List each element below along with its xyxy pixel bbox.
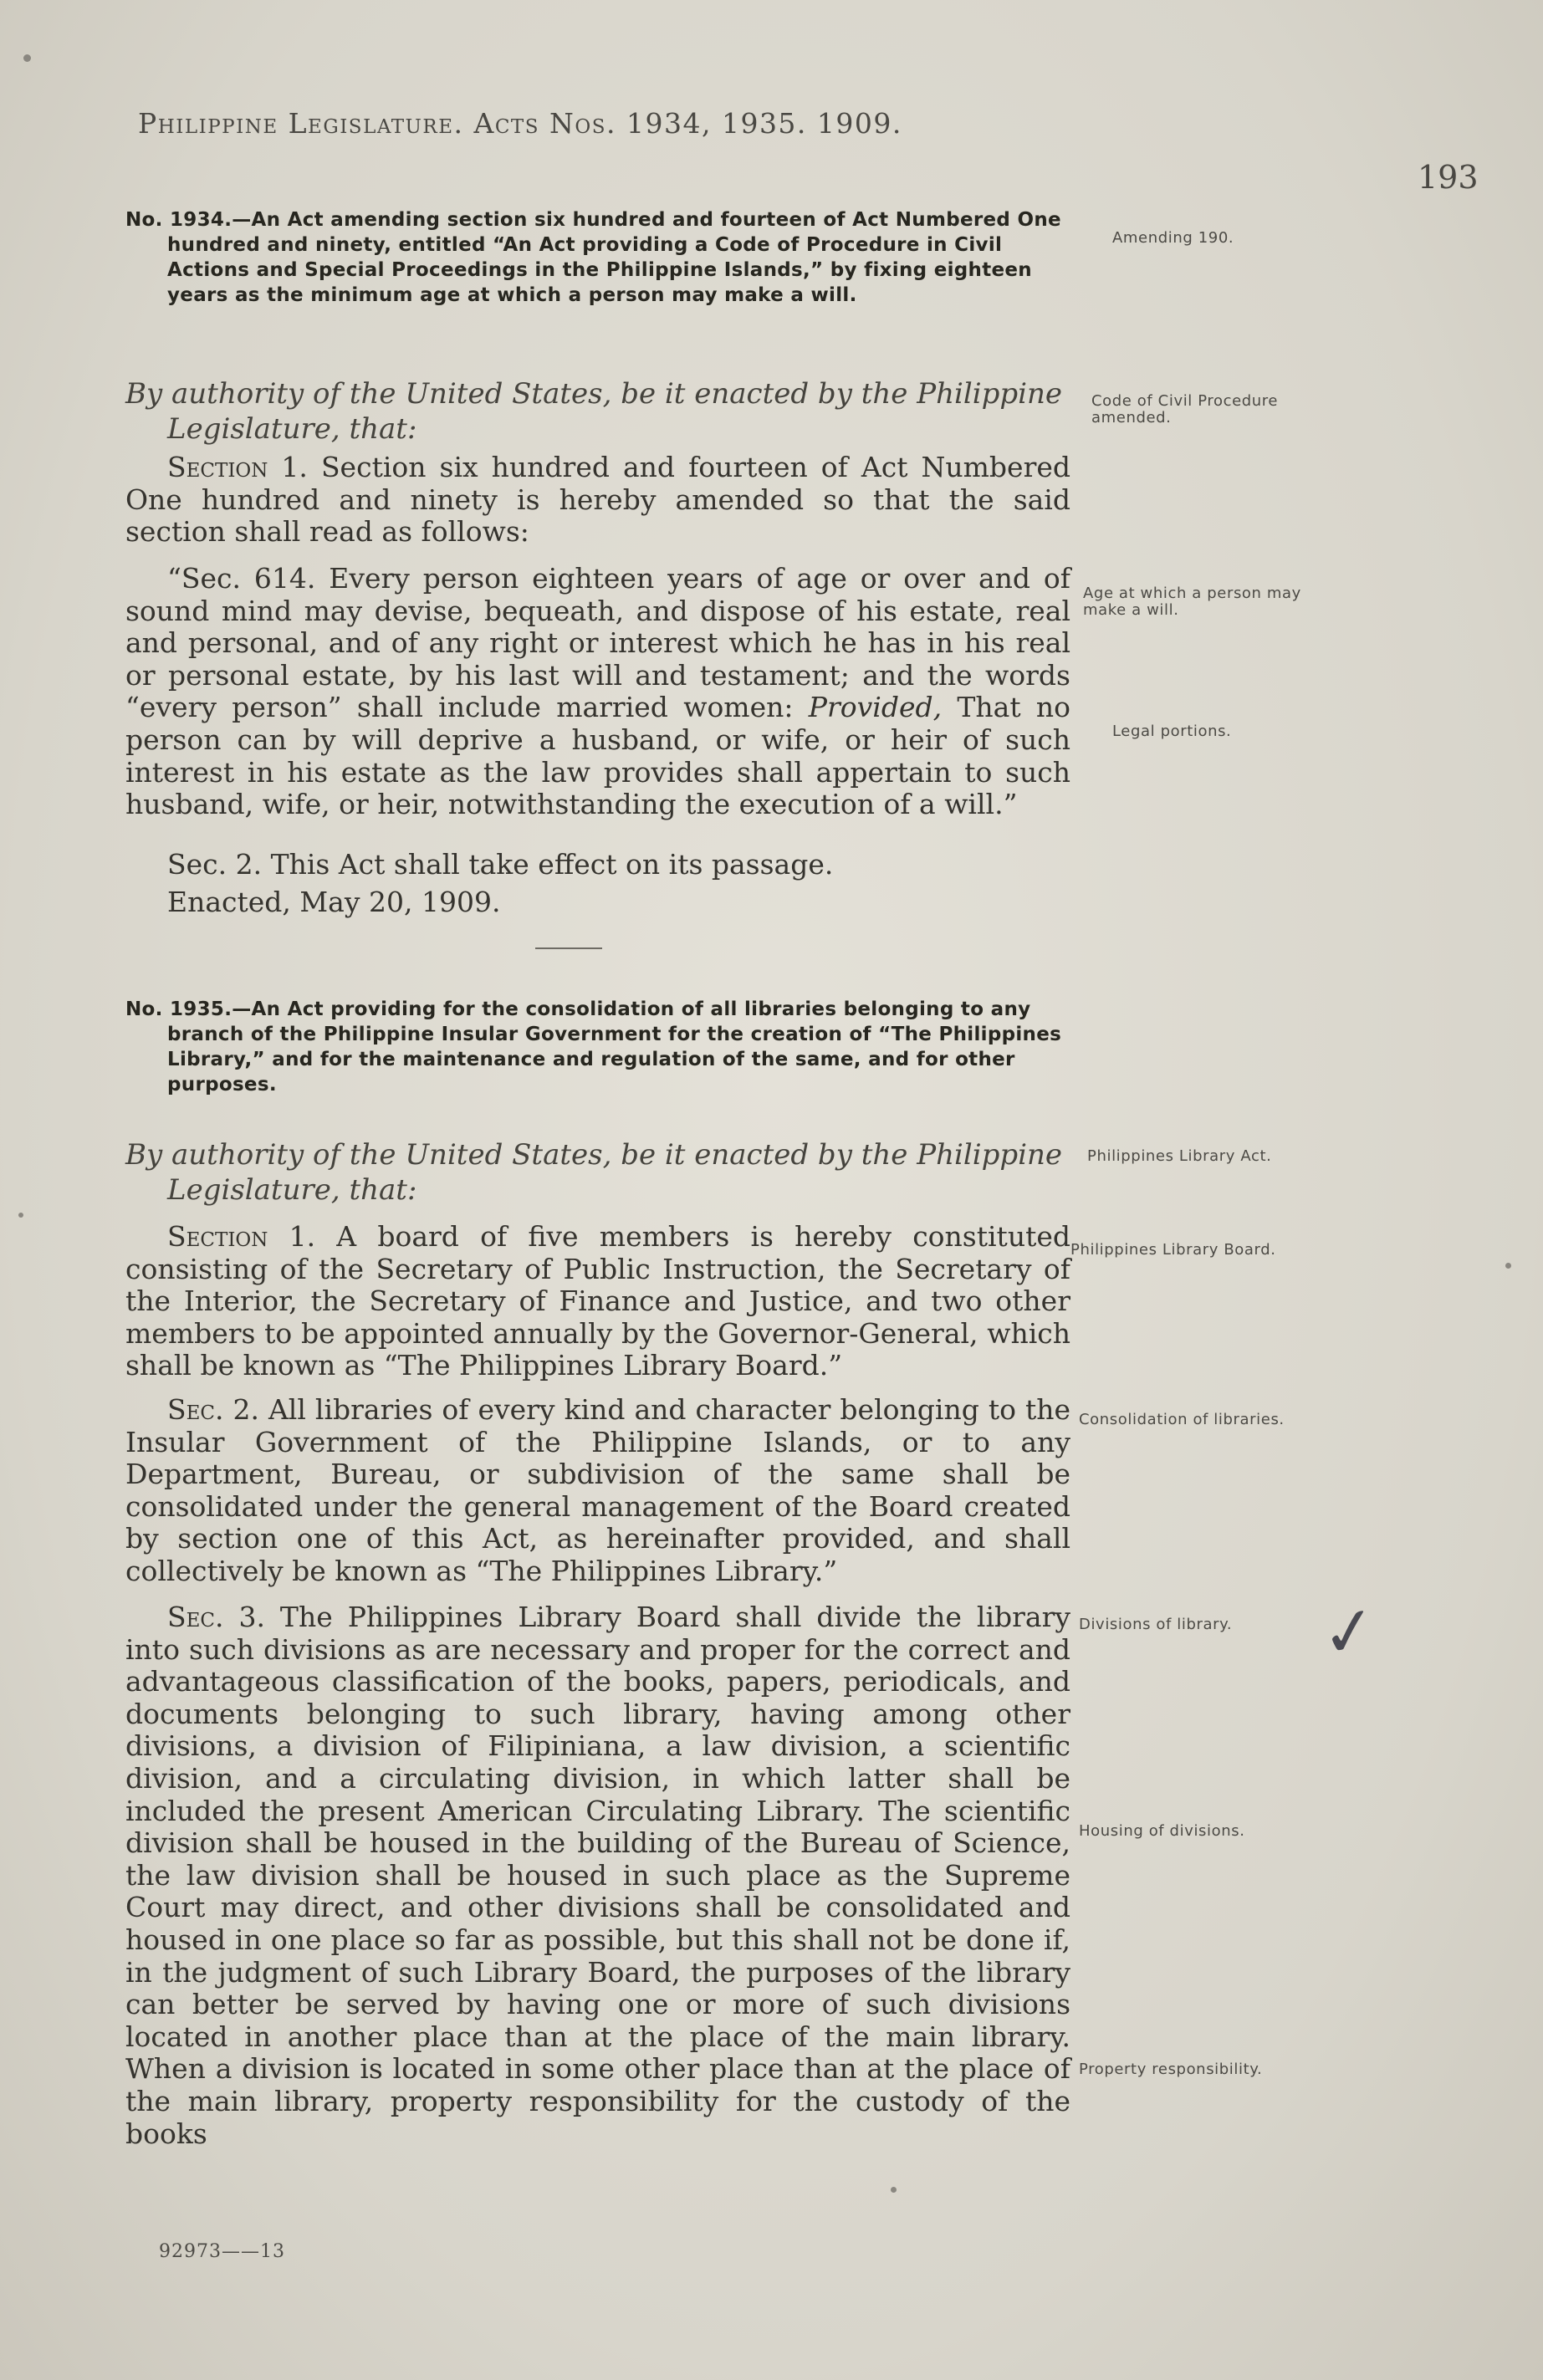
act-1934-section-2: Sec. 2. This Act shall take effect on its passage. xyxy=(167,848,834,881)
section-text: “Sec. 614. Every person eighteen years of age or over and of sound mind may devise, bequeath, and dispose of his estate, real and personal, and of any right or interest which he has in his real or personal estate, by his last will and testament; and the words “every person” shall include married women: xyxy=(125,562,1070,724)
margin-note-housing: Housing of divisions. xyxy=(1079,1822,1245,1840)
act-1934-enacting-clause: By authority of the United States, be it enacted by the Philippine Legislature, that: xyxy=(125,377,1063,446)
margin-note-age-will: Age at which a person may make a will. xyxy=(1083,585,1301,619)
section-text: Section six hundred and fourteen of Act Numbered One hundred and ninety is hereby amended so that the said section shall read as follows: xyxy=(125,451,1070,549)
section-text: That no person can by will deprive a husband, or wife, or heir of such interest in his estate as the law provides shall appertain to such husband, wife, or heir, notwithstanding the execution of a will.” xyxy=(125,691,1070,821)
act-1935-section-1 xyxy=(125,1221,1070,1382)
margin-note-legal-portions: Legal portions. xyxy=(1112,723,1232,740)
section-label: Section 1. xyxy=(167,451,308,483)
section-label: Sec. 3. xyxy=(167,1601,265,1633)
margin-note-divisions: Divisions of library. xyxy=(1079,1616,1233,1633)
section-label: Section 1. xyxy=(167,1220,316,1253)
section-label: Sec. 2. xyxy=(167,1393,259,1426)
printer-signature: 92973——13 xyxy=(159,2241,285,2262)
page-number: 193 xyxy=(1418,159,1479,196)
act-1935-section-2 xyxy=(125,1394,1070,1588)
scan-speck xyxy=(23,54,31,62)
margin-note-library-board: Philippines Library Board. xyxy=(1070,1241,1276,1259)
act-1935-section-3 xyxy=(125,1601,1070,2150)
running-head: Philippine Legislature. Acts Nos. 1934, 1935. 1909. xyxy=(138,107,902,140)
margin-note-library-act: Philippines Library Act. xyxy=(1087,1147,1272,1165)
handwritten-checkmark: ✓ xyxy=(1316,1589,1383,1675)
act-1934-title: No. 1934.—An Act amending section six hundred and fourteen of Act Numbered One hundred and ninety, entitled “An Act providing a Code of Procedure in Civil Actions and Special Proceedings in the Philippine Islands,” by fixing eighteen years as the minimum age at which a person may make a will. xyxy=(125,209,1061,306)
act-1934-section-614 xyxy=(125,563,1070,821)
scan-speck xyxy=(891,2187,897,2193)
section-divider xyxy=(535,947,602,949)
act-1934-section-1 xyxy=(125,452,1070,549)
scan-speck xyxy=(18,1213,23,1218)
act-1934-enacted-date: Enacted, May 20, 1909. xyxy=(167,886,501,918)
section-text: All libraries of every kind and character belonging to the Insular Government of the Philippine Islands, or to any Department, Bureau, or subdivision of the same shall be consolidated under the general management of the Board created by section one of this Act, as hereinafter provided, and shall collectively be known as “The Philippines Library.” xyxy=(125,1393,1070,1587)
margin-note-amending-190: Amending 190. xyxy=(1112,229,1234,247)
section-text: A board of five members is hereby constituted consisting of the Secretary of Public Instruction, the Secretary of the Interior, the Secretary of Finance and Justice, and two other members to be appointed annually by the Governor-General, which shall be known as “The Philippines Library Board.” xyxy=(125,1220,1070,1382)
margin-note-property: Property responsibility. xyxy=(1079,2061,1263,2078)
margin-note-code-amended: Code of Civil Procedure amended. xyxy=(1091,392,1279,426)
act-1935-enacting-clause: By authority of the United States, be it enacted by the Philippine Legislature, that: xyxy=(125,1138,1063,1207)
provided-word: Provided, xyxy=(808,691,943,724)
section-text: The Philippines Library Board shall divide the library into such divisions as are necessary and proper for the correct and advantageous classification of the books, papers, periodicals, and documents belonging to such library, having among other divisions, a division of Filipiniana, a law division, a scientific division, and a circulating division, in which latter shall be included the present American Circulating Library. The scientific division shall be housed in the building of the Bureau of Science, the law division shall be housed in such place as the Supreme Court may direct, and other divisions shall be consolidated and housed in one place so far as possible, but this shall not be done if, in the judgment of such Library Board, the purposes of the library can better be served by having one or more of such divisions located in another place than at the place of the main library. When a division is located in some other place than at the place of the main library, property responsibility for the custody of the books xyxy=(125,1601,1070,2150)
scan-speck xyxy=(1505,1263,1511,1269)
act-1935-title: No. 1935.—An Act providing for the consolidation of all libraries belonging to any branch of the Philippine Insular Government for the creation of “The Philippines Library,” and for the maintenance and regulation of the same, and for other purposes. xyxy=(125,998,1062,1096)
margin-note-consolidation: Consolidation of libraries. xyxy=(1079,1411,1285,1428)
